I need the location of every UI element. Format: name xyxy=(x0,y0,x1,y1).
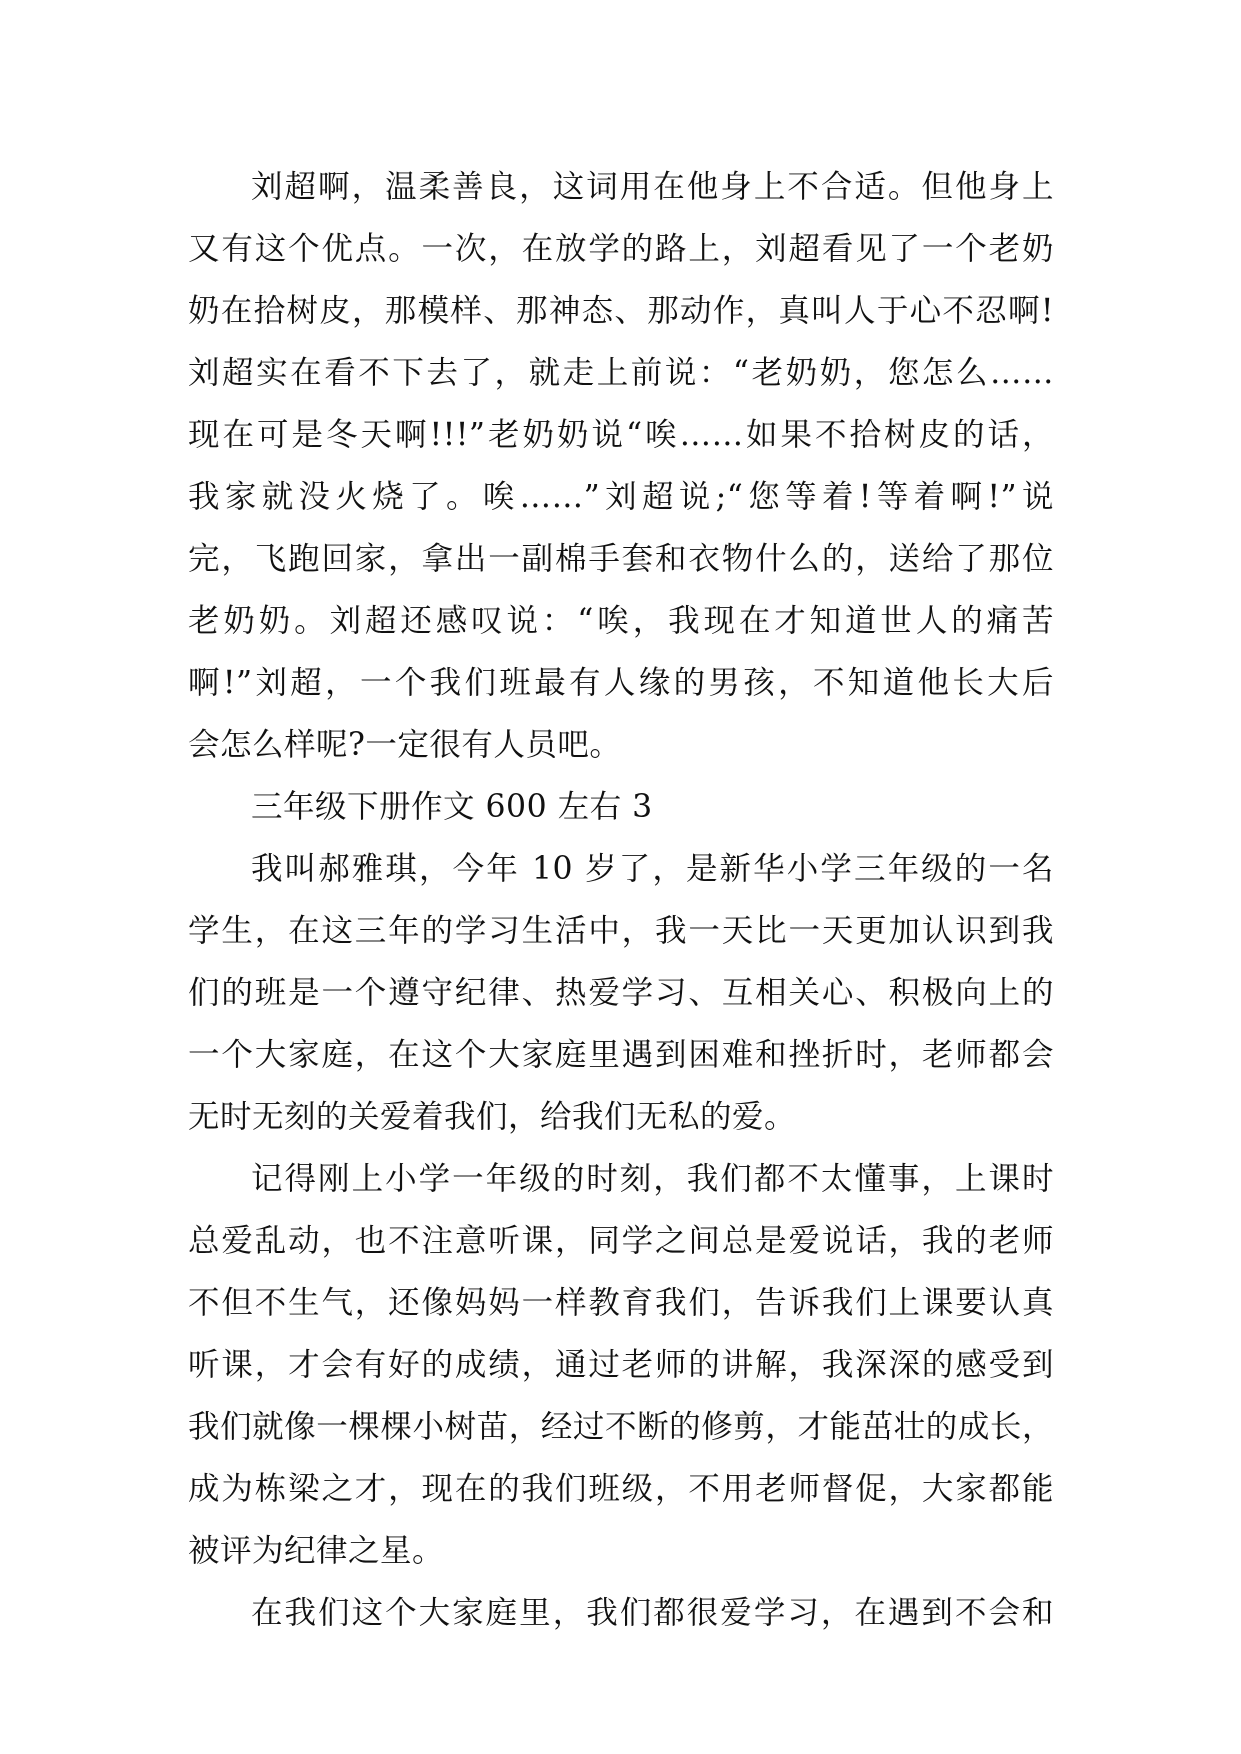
text-line: 我们就像一棵棵小树苗，经过不断的修剪，才能茁壮的成长， xyxy=(188,1409,1054,1445)
text-line: 无时无刻的关爱着我们，给我们无私的爱。 xyxy=(188,1099,797,1135)
text-line: 老奶奶。刘超还感叹说：“唉，我现在才知道世人的痛苦 xyxy=(188,603,1054,639)
text-line: 听课，才会有好的成绩，通过老师的讲解，我深深的感受到 xyxy=(188,1347,1054,1383)
text-line: 我叫郝雅琪，今年 10 岁了，是新华小学三年级的一名 xyxy=(251,851,1054,887)
text-line: 在我们这个大家庭里，我们都很爱学习，在遇到不会和 xyxy=(251,1595,1054,1631)
text-line: 完，飞跑回家，拿出一副棉手套和衣物什么的，送给了那位 xyxy=(188,541,1054,577)
text-line: 刘超啊，温柔善良，这词用在他身上不合适。但他身上 xyxy=(251,169,1054,205)
text-line: 奶在拾树皮，那模样、那神态、那动作，真叫人于心不忍啊! xyxy=(188,293,1054,329)
text-line: 刘超实在看不下去了，就走上前说：“老奶奶，您怎么…… xyxy=(188,355,1054,391)
text-line: 一个大家庭，在这个大家庭里遇到困难和挫折时，老师都会 xyxy=(188,1037,1054,1073)
document-body xyxy=(188,156,1054,1644)
text-line: 现在可是冬天啊!!!”老奶奶说“唉……如果不拾树皮的话， xyxy=(188,417,1054,453)
text-line: 学生，在这三年的学习生活中，我一天比一天更加认识到我 xyxy=(188,913,1054,949)
text-line: 总爱乱动，也不注意听课，同学之间总是爱说话，我的老师 xyxy=(188,1223,1054,1259)
text-line: 啊!”刘超，一个我们班最有人缘的男孩，不知道他长大后 xyxy=(188,665,1054,701)
text-line: 又有这个优点。一次，在放学的路上，刘超看见了一个老奶 xyxy=(188,231,1054,267)
text-line: 们的班是一个遵守纪律、热爱学习、互相关心、积极向上的 xyxy=(188,975,1054,1011)
text-line: 会怎么样呢?一定很有人员吧。 xyxy=(188,727,622,763)
section-heading: 三年级下册作文 600 左右 3 xyxy=(251,789,653,825)
text-line: 记得刚上小学一年级的时刻，我们都不太懂事，上课时 xyxy=(251,1161,1054,1197)
text-line: 被评为纪律之星。 xyxy=(188,1533,445,1569)
text-line: 不但不生气，还像妈妈一样教育我们，告诉我们上课要认真 xyxy=(188,1285,1054,1321)
text-line: 我家就没火烧了。唉……”刘超说;“您等着!等着啊!”说 xyxy=(188,479,1054,515)
text-line: 成为栋梁之才，现在的我们班级，不用老师督促，大家都能 xyxy=(188,1471,1054,1507)
